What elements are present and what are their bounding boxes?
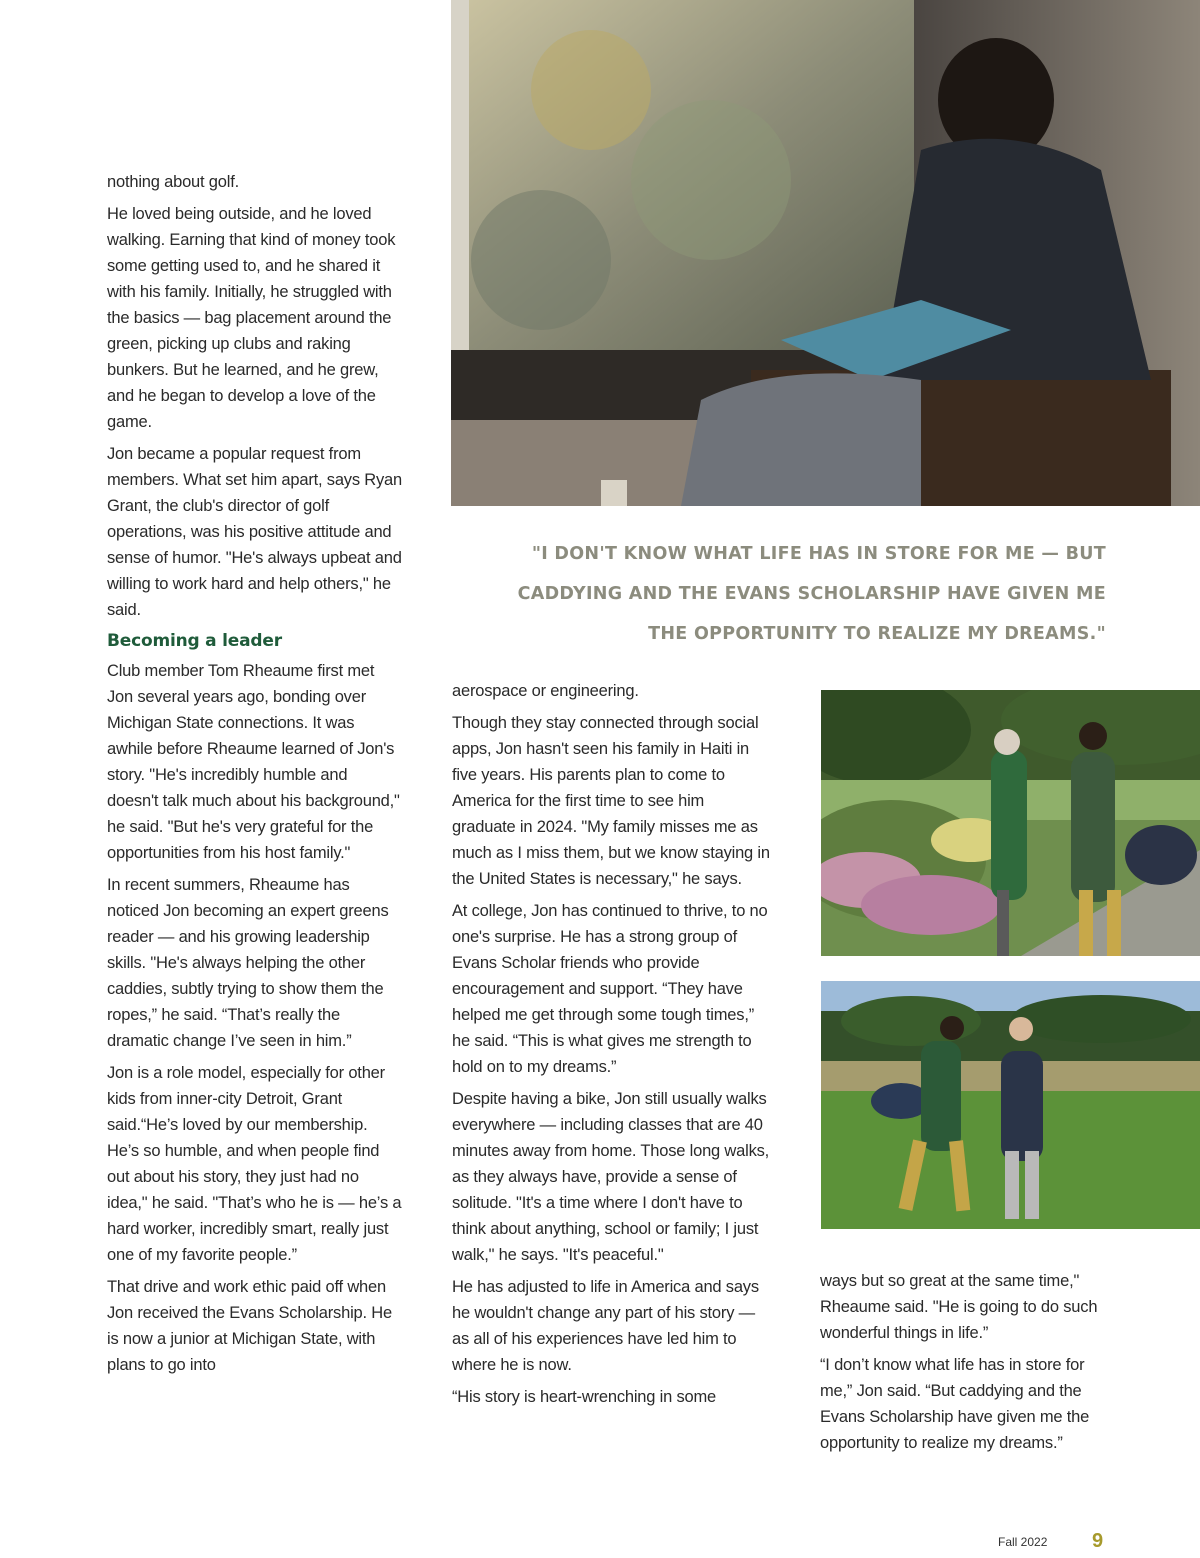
issue-label: Fall 2022 — [998, 1535, 1048, 1549]
photo-caddies-fairway — [821, 981, 1200, 1229]
body-paragraph: “I don’t know what life has in store for me,” Jon said. “But caddying and the Evans Scholarship have given me the opportunity to realize my dreams.” — [820, 1356, 1090, 1452]
body-paragraph: That drive and work ethic paid off when Jon received the Evans Scholarship. He is now a junior at Michigan State, with plans to go into — [107, 1278, 392, 1374]
body-paragraph: aerospace or engineering. — [452, 682, 639, 700]
body-paragraph: Jon is a role model, especially for other kids from inner-city Detroit, Grant said.“He’s loved by our membership. He’s so humble, and when people find out about his story, they just had no idea," he said. "That’s who he is — he’s a hard worker, incredibly smart, really just one of my favorite people.” — [107, 1064, 402, 1264]
pull-quote-line: THE OPPORTUNITY TO REALIZE MY DREAMS." — [648, 624, 1106, 644]
body-paragraph: “His story is heart-wrenching in some — [452, 1388, 717, 1406]
page-number: 9 — [1092, 1530, 1104, 1552]
body-paragraph: Though they stay connected through social apps, Jon hasn't seen his family in Haiti in five years. His parents plan to come to America for the first time to see him graduate in 2024. "My family misses me as much as I miss them, but we know staying in the United States is necessary," he says. — [452, 714, 770, 888]
body-paragraph: He has adjusted to life in America and says he wouldn't change any part of his story — as all of his experiences have led him to where he is now. — [452, 1278, 759, 1374]
body-paragraph: ways but so great at the same time," Rheaume said. "He is going to do such wonderful things in life.” — [820, 1272, 1098, 1342]
body-paragraph: Jon became a popular request from members. What set him apart, says Ryan Grant, the club's director of golf operations, was his positive attitude and sense of humor. "He's always upbeat and willing to work hard and help others," he said. — [107, 445, 402, 619]
article-column-2 — [452, 678, 772, 1416]
pull-quote-line: "I DON'T KNOW WHAT LIFE HAS IN STORE FOR ME — BUT — [531, 544, 1106, 564]
body-paragraph: Despite having a bike, Jon still usually walks everywhere — including classes that are 40 minutes away from home. Those long walks, as they always have, provide a sense of solitude. "It's a time where I don't have to think about anything, school or family; I just walk," he says. "It's peaceful." — [452, 1090, 770, 1264]
pull-quote — [452, 534, 1106, 654]
body-paragraph: Club member Tom Rheaume first met Jon several years ago, bonding over Michigan State connections. It was awhile before Rheaume learned of Jon's story. "He's incredibly humble and doesn't talk much about his background," he said. "But he's very grateful for the opportunities from his host family." — [107, 662, 400, 862]
hero-photo-reading — [451, 0, 1200, 506]
pull-quote-line: CADDYING AND THE EVANS SCHOLARSHIP HAVE GIVEN ME — [517, 584, 1106, 604]
article-column-1 — [107, 169, 403, 1384]
body-paragraph: In recent summers, Rheaume has noticed Jon becoming an expert greens reader — and his growing leadership skills. "He's always helping the other caddies, subtly trying to show them the ropes,” he said. “That’s really the dramatic change I’ve seen in him.” — [107, 876, 389, 1050]
section-subhead: Becoming a leader — [107, 631, 282, 651]
body-paragraph: nothing about golf. — [107, 173, 239, 191]
photo-caddies-flowers — [821, 690, 1200, 956]
body-paragraph: At college, Jon has continued to thrive, to no one's surprise. He has a strong group of Evans Scholar friends who provide encouragement and support. “They have helped me get through some tough times,” he said. “This is what gives me strength to hold on to my dreams.” — [452, 902, 768, 1076]
body-paragraph: He loved being outside, and he loved walking. Earning that kind of money took some getting used to, and he shared it with his family. Initially, he struggled with the basics — bag placement around the green, picking up clubs and raking bunkers. But he learned, and he grew, and he began to develop a love of the game. — [107, 205, 396, 431]
article-column-3 — [820, 1268, 1120, 1462]
